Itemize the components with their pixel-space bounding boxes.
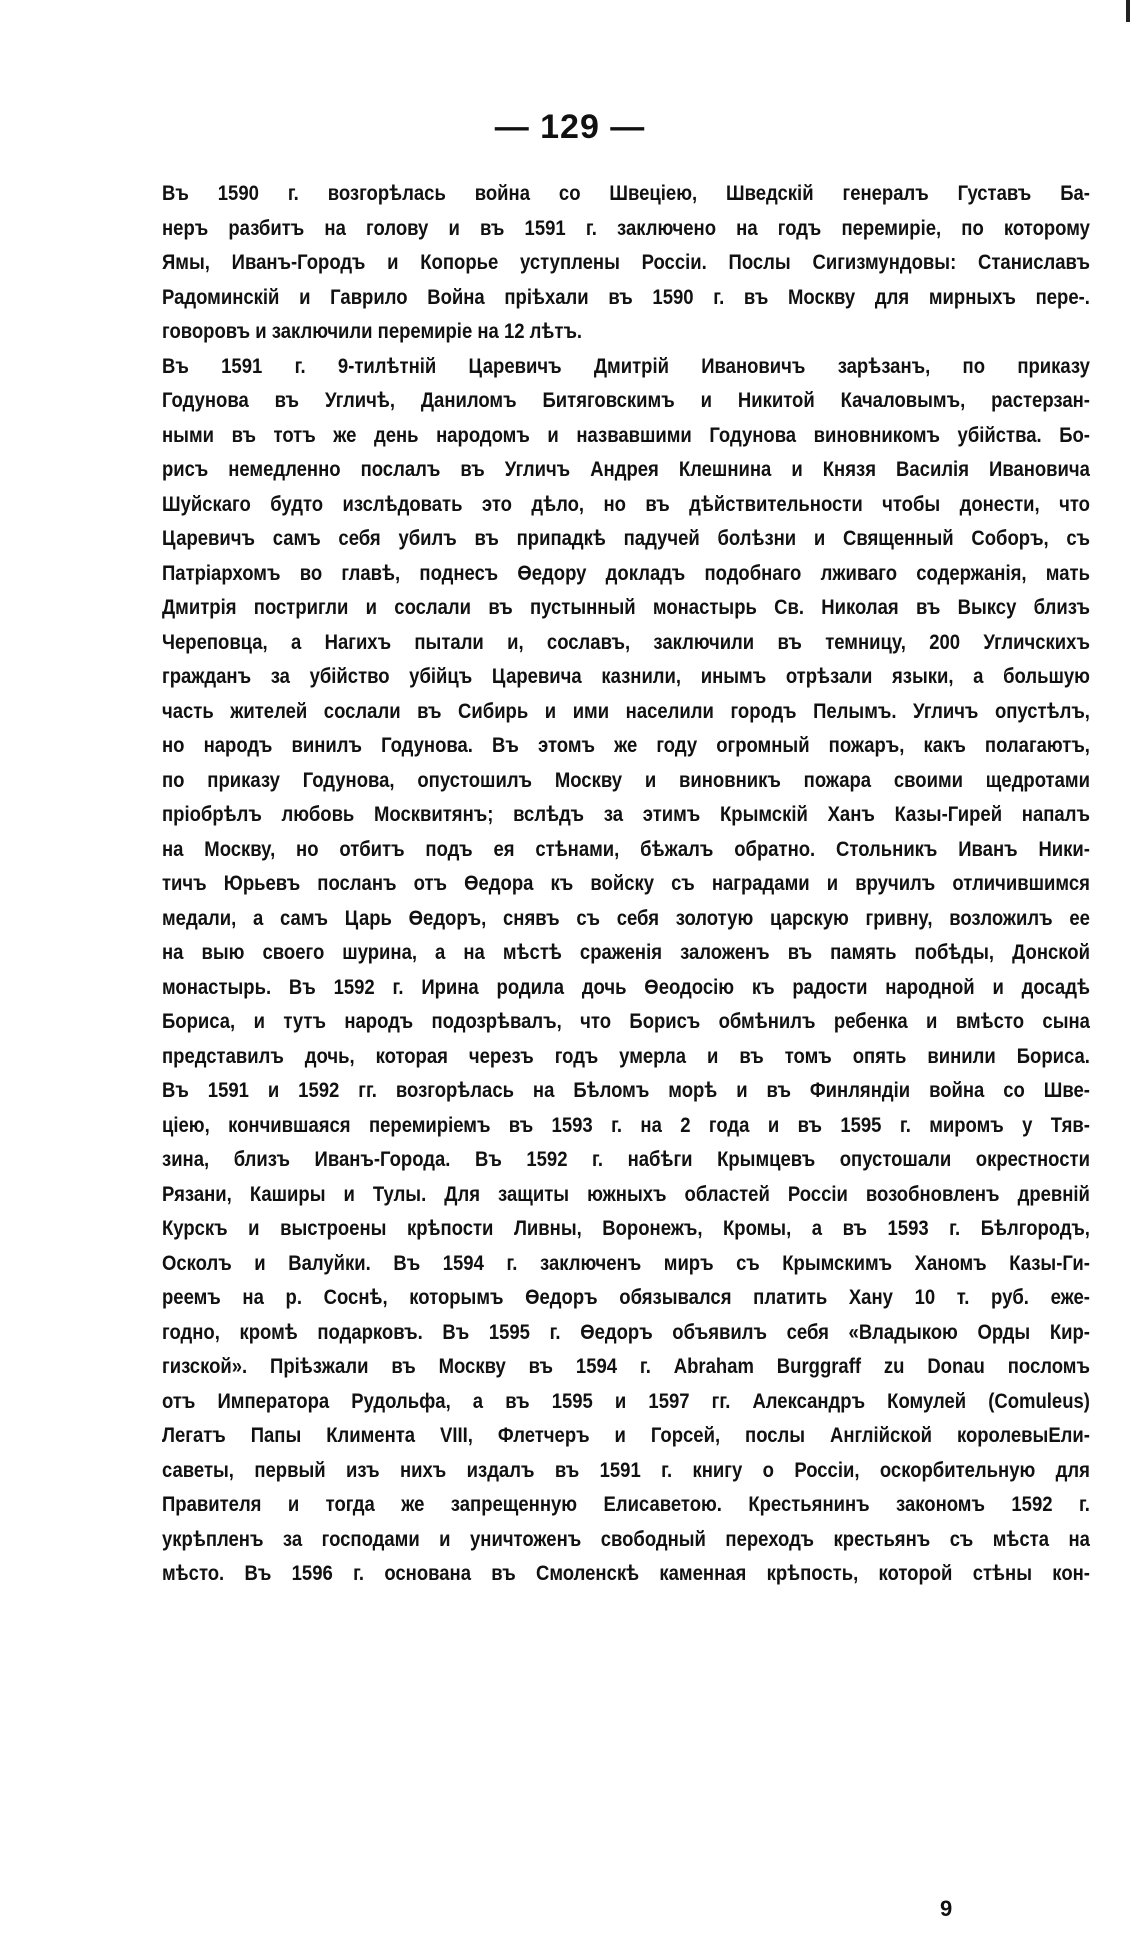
text-line: Легатъ Папы Климента VIII, Флетчеръ и Горсей, послы Англійской королевыЕли- — [162, 1423, 1090, 1447]
text-line: на Москву, но отбитъ подъ ея стѣнами, бѣжалъ обратно. Стольникъ Иванъ Ники- — [162, 836, 1090, 861]
text-line: Бориса, и тутъ народъ подозрѣвалъ, что Борисъ обмѣнилъ ребенка и вмѣсто сына — [162, 1009, 1090, 1033]
text-line: мѣсто. Въ 1596 г. основана въ Смоленскѣ каменная крѣпость, которой стѣны кон- — [162, 1561, 1090, 1585]
text-line: Ямы, Иванъ-Городъ и Копорье уступлены Россіи. Послы Сигизмундовы: Станиславъ — [162, 250, 1090, 274]
text-line: рисъ немедленно послалъ въ Угличъ Андрея Клешнина и Князя Василія Ивановича — [162, 457, 1090, 481]
text-line: говоровъ и заключили перемиріе на 12 лѣтъ. — [162, 319, 583, 343]
text-line: Череповца, а Нагихъ пытали и, сославъ, заключили въ темницу, 200 Угличскихъ — [162, 629, 1090, 654]
text-line: но народъ винилъ Годунова. Въ этомъ же году огромный пожаръ, какъ полагаютъ, — [162, 733, 1090, 757]
text-line: Курскъ и выстроены крѣпости Ливны, Воронежъ, Кромы, а въ 1593 г. Бѣлгородъ, — [162, 1216, 1090, 1240]
page-number: — 129 — — [494, 108, 646, 146]
text-line: часть жителей сослали въ Сибирь и ими населили городъ Пелымъ. Угличъ опустѣлъ, — [162, 698, 1090, 723]
body-text — [162, 176, 1090, 1591]
text-line: отъ Императора Рудольфа, а въ 1595 и 1597 гг. Александръ Комулей (Comuleus) — [162, 1388, 1090, 1413]
text-line: Патріархомъ во главѣ, поднесъ Өедору докладъ подобнаго лживаго содержанія, мать — [162, 560, 1090, 585]
text-line: Годунова въ Угличѣ, Даниломъ Битяговскимъ и Никитой Качаловымъ, растерзан- — [162, 388, 1090, 412]
text-line: Въ 1590 г. возгорѣлась война со Швеціею, Шведскій генералъ Густавъ Ба- — [162, 181, 1090, 205]
text-line: Правителя и тогда же запрещенную Елисаветою. Крестьянинъ закономъ 1592 г. — [162, 1492, 1090, 1516]
text-line: Осколъ и Валуйки. Въ 1594 г. заключенъ миръ съ Крымскимъ Ханомъ Казы-Ги- — [162, 1250, 1090, 1275]
text-line: гражданъ за убійство убійцъ Царевича казнили, инымъ отрѣзали языки, а большую — [162, 664, 1090, 688]
text-line: на выю своего шурина, а на мѣстѣ сраженія заложенъ въ память побѣды, Донской — [162, 940, 1090, 964]
page-edge-mark — [1126, 0, 1130, 22]
text-line: Рязани, Каширы и Тулы. Для защиты южныхъ областей Россіи возобновленъ древній — [162, 1181, 1090, 1206]
text-line: пріобрѣлъ любовь Москвитянъ; вслѣдъ за этимъ Крымскій Ханъ Казы-Гирей напалъ — [162, 802, 1090, 826]
text-line: Въ 1591 г. 9-тилѣтній Царевичъ Дмитрій Ивановичъ зарѣзанъ, по приказу — [162, 353, 1090, 378]
text-line: зина, близъ Иванъ-Города. Въ 1592 г. набѣги Крымцевъ опустошали окрестности — [162, 1147, 1090, 1171]
text-line: Въ 1591 и 1592 гг. возгорѣлась на Бѣломъ морѣ и въ Финляндіи война со Шве- — [162, 1078, 1090, 1102]
text-line: представилъ дочь, которая черезъ годъ умерла и въ томъ опять винили Бориса. — [162, 1043, 1090, 1068]
text-line: неръ разбитъ на голову и въ 1591 г. заключено на годъ перемиріе, по которому — [162, 215, 1090, 240]
text-line: по приказу Годунова, опустошилъ Москву и виновникъ пожара своими щедротами — [162, 767, 1090, 792]
text-line: Царевичъ самъ себя убилъ въ припадкѣ падучей болѣзни и Священный Соборъ, съ — [162, 526, 1090, 550]
text-line: годно, кромѣ подарковъ. Въ 1595 г. Өедоръ объявилъ себя «Владыкою Орды Кир- — [162, 1319, 1090, 1344]
text-line: ными въ тотъ же день народомъ и назвавшими Годунова виновникомъ убійства. Бо- — [162, 422, 1090, 447]
text-line: Радоминскій и Гаврило Война пріѣхали въ 1590 г. въ Москву для мирныхъ пере-. — [162, 284, 1090, 309]
text-line: саветы, первый изъ нихъ издалъ въ 1591 г. книгу о Россіи, оскорбительную для — [162, 1457, 1090, 1482]
signature-mark: 9 — [940, 1896, 953, 1921]
text-line: тичъ Юрьевъ посланъ отъ Өедора къ войску съ наградами и вручилъ отличившимся — [162, 871, 1090, 895]
text-line: Дмитрія постригли и сослали въ пустынный монастырь Св. Николая въ Выксу близъ — [162, 595, 1090, 619]
text-line: монастырь. Въ 1592 г. Ирина родила дочь Өеодосію къ радости народной и досадѣ — [162, 974, 1090, 999]
text-line: Шуйскаго будто изслѣдовать это дѣло, но въ дѣйствительности чтобы донести, что — [162, 491, 1090, 516]
text-line: ціею, кончившаяся перемиріемъ въ 1593 г. на 2 года и въ 1595 г. миромъ у Тяв- — [162, 1112, 1090, 1137]
text-line: реемъ на р. Соснѣ, которымъ Өедоръ обязывался платить Хану 10 т. руб. еже- — [162, 1285, 1090, 1309]
text-line: гизской». Пріѣзжали въ Москву въ 1594 г. Abraham Burggraff zu Donau посломъ — [162, 1354, 1090, 1378]
text-line: медали, а самъ Царь Өедоръ, снявъ съ себя золотую царскую гривну, возложилъ ее — [162, 905, 1090, 930]
text-line: укрѣпленъ за господами и уничтоженъ свободный переходъ крестьянъ съ мѣста на — [162, 1526, 1090, 1551]
